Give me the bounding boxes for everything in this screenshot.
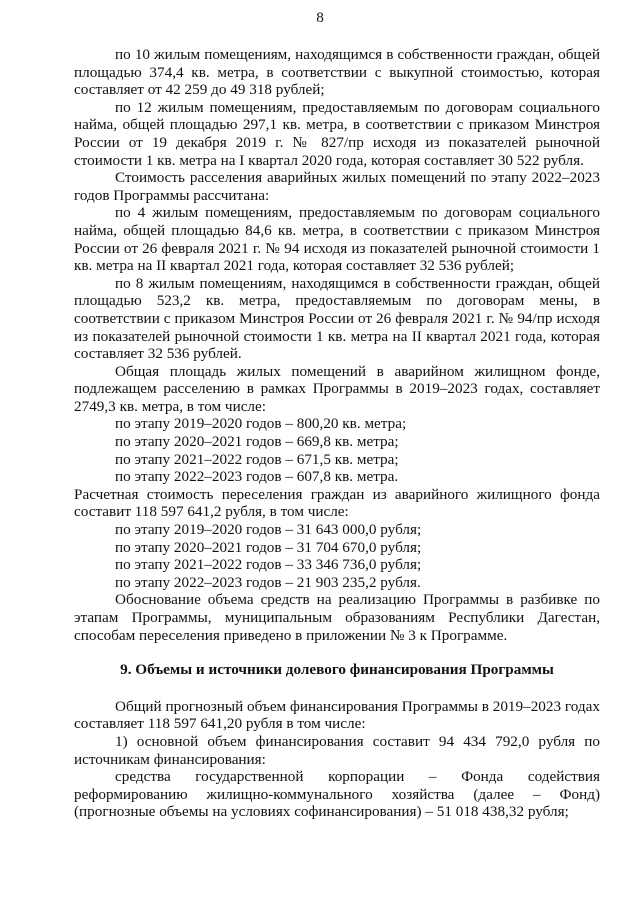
page-number: 8 [316,9,324,26]
document-body [74,46,600,821]
financing-paragraph: 1) основной объем финансирования составит 94 434 792,0 рубля по источникам финансирования: [74,732,600,768]
cost-intro: Расчетная стоимость переселения граждан из аварийного жилищного фонда составит 118 597 641,2 рубля, в том числе: [74,485,600,521]
justification-paragraph: Обоснование объема средств на реализацию Программы в разбивке по этапам Программы, муниципальным образованиям Республики Дагестан, способам переселения приведено в приложении № 3 к Программе. [74,591,600,644]
financing-paragraph: Общий прогнозный объем финансирования Программы в 2019–2023 годах составляет 118 597 641,20 рубля в том числе: [74,697,600,733]
section-heading: 9. Объемы и источники долевого финансирования Программы [120,661,554,679]
cost-list-item: по этапу 2020–2021 годов – 31 704 670,0 рубля; [115,538,422,556]
cost-list-item: по этапу 2019–2020 годов – 31 643 000,0 рубля; [115,521,422,539]
area-list-item: по этапу 2019–2020 годов – 800,20 кв. метра; [115,415,407,433]
paragraph: по 8 жилым помещениям, находящимся в собственности граждан, общей площадью 523,2 кв. метра, предоставляемым по договорам мены, в соответствии с приказом Минстроя России от 26 февраля 2021 г. № 94/пр исходя из показателей рыночной стоимости 1 кв. метра на II квартал 2021 года, которая составляет 32 536 рублей. [74,274,600,363]
paragraph: по 10 жилым помещениям, находящимся в собственности граждан, общей площадью 374,4 кв. метра, в соответствии с выкупной стоимостью, которая составляет от 42 259 до 49 318 рублей; [74,46,600,99]
paragraph: по 4 жилым помещениям, предоставляемым по договорам социального найма, общей площадью 84,6 кв. метра, в соответствии с приказом Минстроя России от 26 февраля 2021 г. № 94 исходя из показателей рыночной стоимости 1 кв. метра на II квартал 2021 года, которая составляет 32 536 рублей; [74,204,600,275]
paragraph: Общая площадь жилых помещений в аварийном жилищном фонде, подлежащем расселению в рамках Программы в 2019–2023 годах, составляет 2749,3 кв. метра, в том числе: [74,362,600,415]
area-list-item: по этапу 2022–2023 годов – 607,8 кв. метра. [115,468,399,486]
financing-paragraph: средства государственной корпорации – Фонда содействия реформированию жилищно-коммунального хозяйства (далее – Фонд) (прогнозные объемы на условиях софинансирования) – 51 018 438,32 рубля; [74,768,600,821]
cost-list-item: по этапу 2021–2022 годов – 33 346 736,0 рубля; [115,556,422,574]
paragraph: Стоимость расселения аварийных жилых помещений по этапу 2022–2023 годов Программы рассчитана: [74,169,600,204]
area-list-item: по этапу 2021–2022 годов – 671,5 кв. метра; [115,450,399,468]
paragraph: по 12 жилым помещениям, предоставляемым по договорам социального найма, общей площадью 297,1 кв. метра, в соответствии с приказом Минстроя России от 19 декабря 2019 г. № 827/пр исходя из показателей рыночной стоимости 1 кв. метра на I квартал 2020 года, которая составляет 30 522 рубля. [74,98,600,169]
cost-list-item: по этапу 2022–2023 годов – 21 903 235,2 рубля. [115,573,421,591]
area-list-item: по этапу 2020–2021 годов – 669,8 кв. метра; [115,433,399,451]
